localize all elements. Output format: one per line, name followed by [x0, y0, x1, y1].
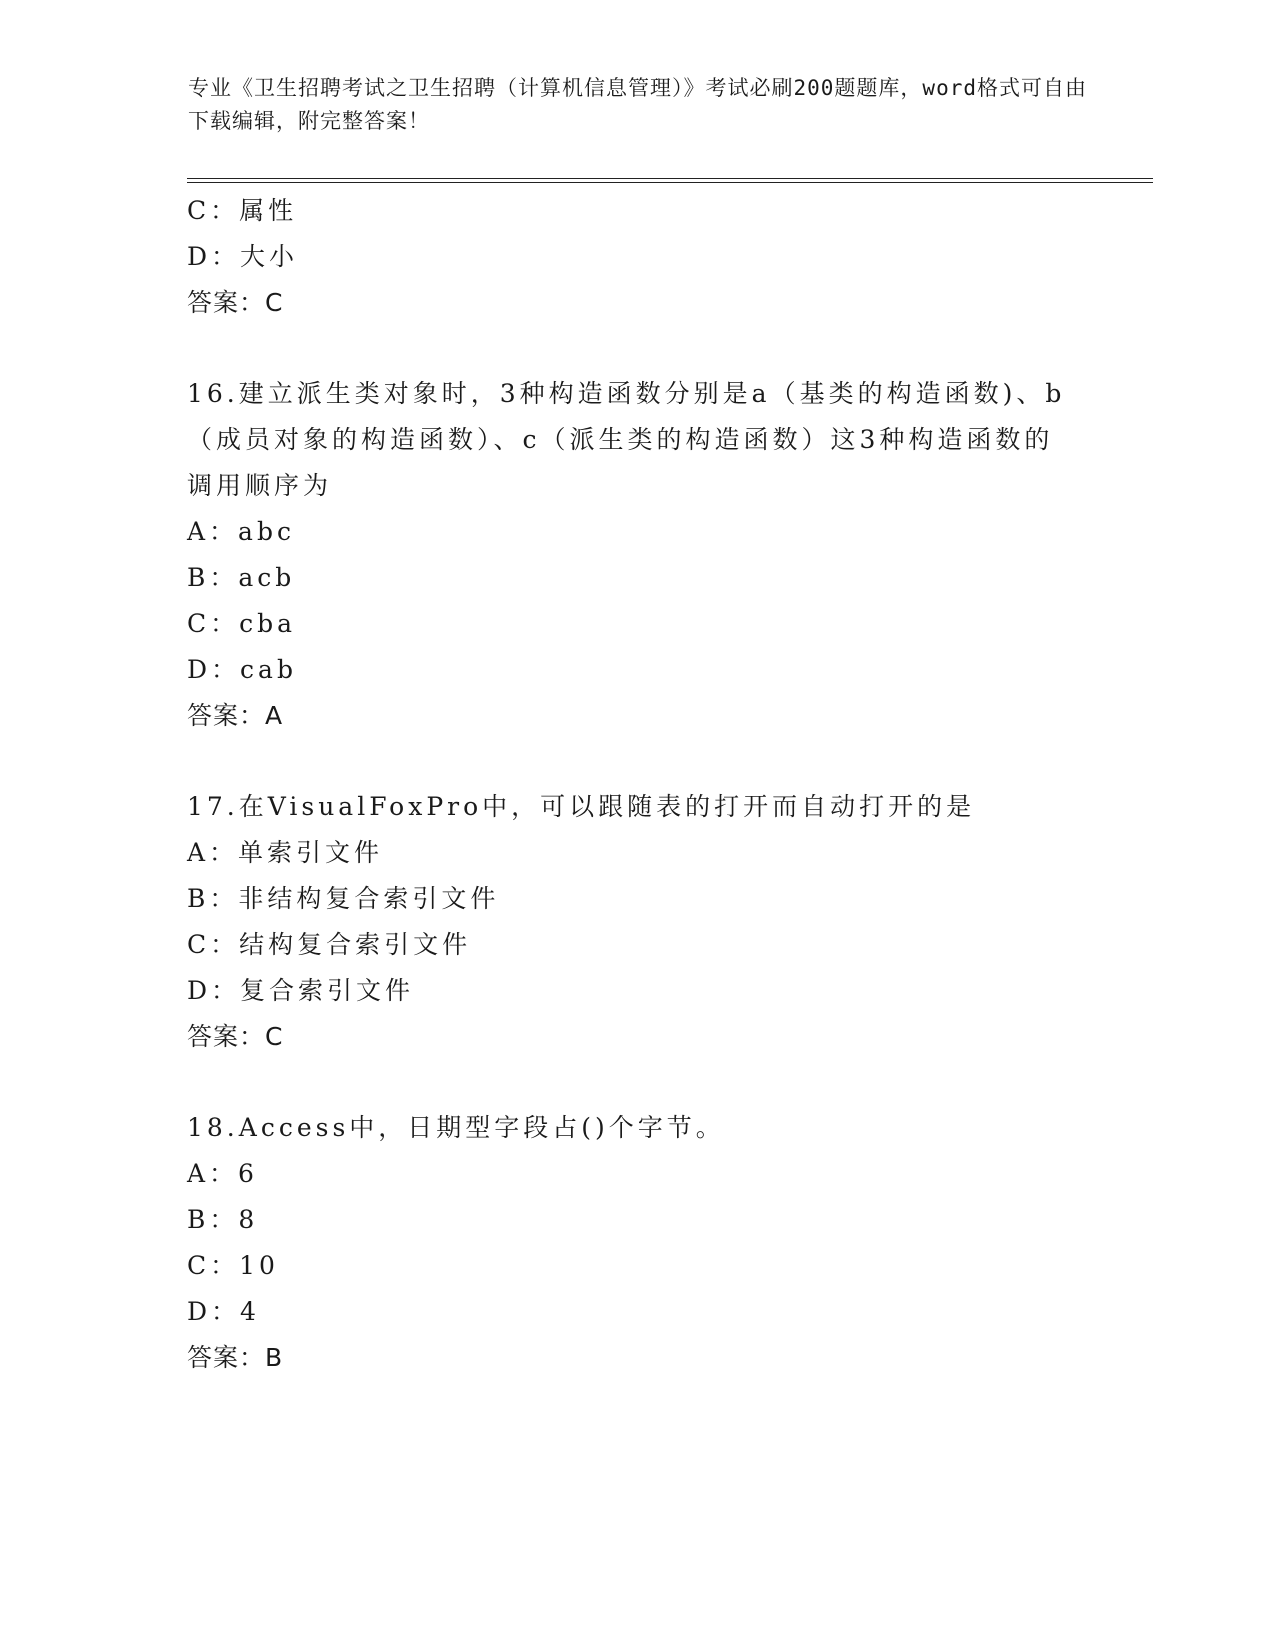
question-16	[187, 371, 1087, 739]
question-17	[187, 784, 1087, 1060]
answer: 答案：B	[187, 1343, 284, 1372]
document-body	[187, 188, 1087, 1381]
answer: 答案：C	[187, 288, 284, 317]
option-d: D：4	[187, 1297, 260, 1326]
question-text: 17.在VisualFoxPro中，可以跟随表的打开而自动打开的是	[187, 792, 976, 821]
option-d: D：大小	[187, 242, 299, 271]
question-text: 16.建立派生类对象时，3种构造函数分别是a（基类的构造函数)、b（成员对象的构造函数）、c（派生类的构造函数）这3种构造函数的调用顺序为	[187, 379, 1066, 500]
option-a: A：abc	[187, 517, 295, 546]
answer: 答案：C	[187, 1022, 284, 1051]
option-d: D：cab	[187, 655, 297, 684]
option-b: B：非结构复合索引文件	[187, 884, 500, 913]
document-header: 专业《卫生招聘考试之卫生招聘（计算机信息管理）》考试必刷200题题库，word格式可自由下载编辑，附完整答案！	[188, 76, 1087, 133]
header-divider-bottom	[187, 182, 1153, 183]
spacer	[187, 739, 1087, 784]
option-c: C：结构复合索引文件	[187, 930, 472, 959]
option-c: C：cba	[187, 609, 297, 638]
option-a: A：6	[187, 1159, 258, 1188]
option-d: D：复合索引文件	[187, 976, 415, 1005]
option-b: B：acb	[187, 563, 296, 592]
option-c: C：属性	[187, 196, 298, 225]
option-a: A：单索引文件	[187, 838, 384, 867]
answer: 答案：A	[187, 701, 284, 730]
question-18	[187, 1105, 1087, 1381]
spacer	[187, 326, 1087, 371]
spacer	[187, 1060, 1087, 1105]
question-15-tail	[187, 188, 1087, 326]
header-divider-top	[187, 178, 1153, 179]
option-c: C：10	[187, 1251, 279, 1280]
option-b: B：8	[187, 1205, 259, 1234]
question-text: 18.Access中，日期型字段占()个字节。	[187, 1113, 725, 1142]
